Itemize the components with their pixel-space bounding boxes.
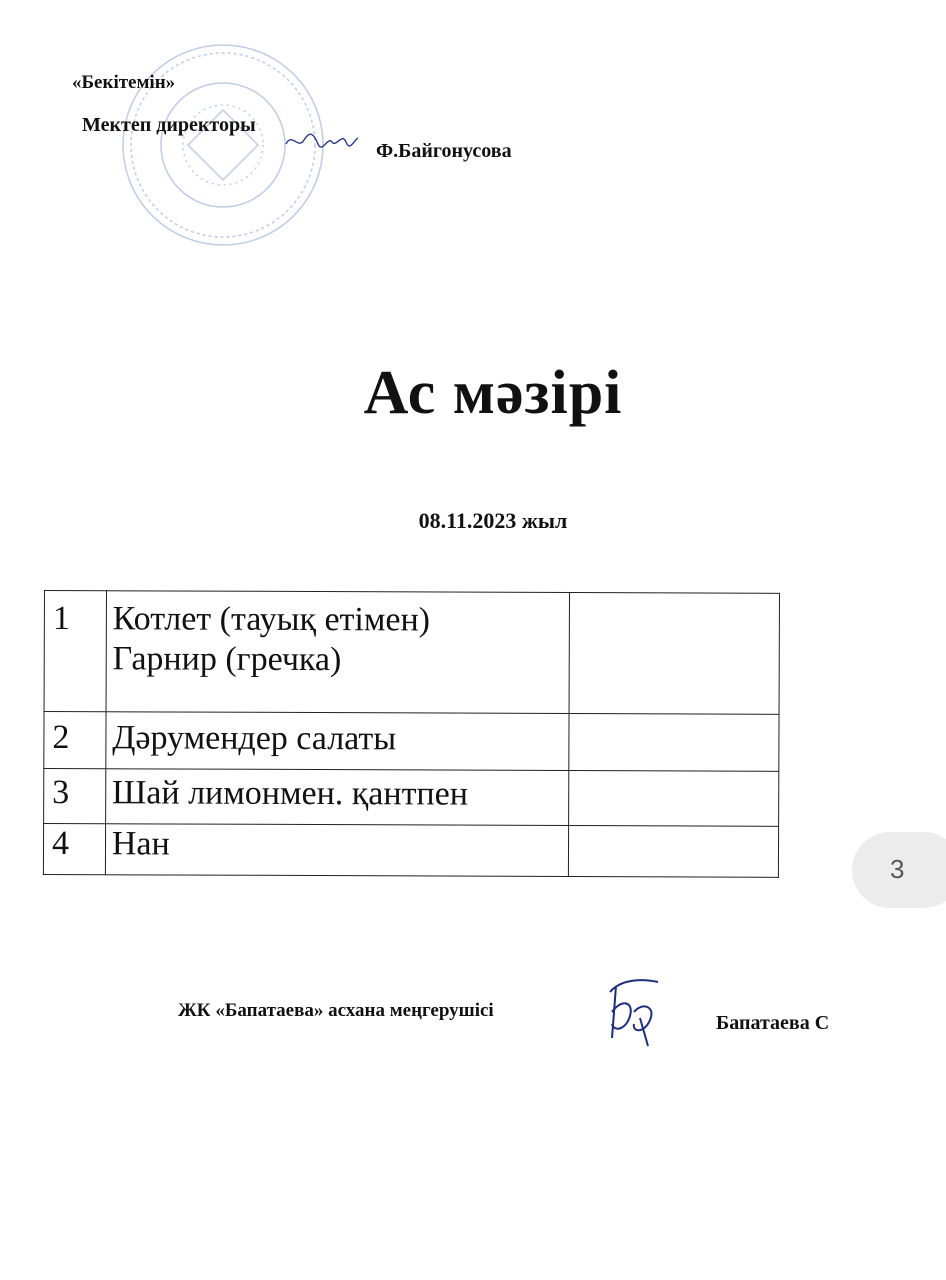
table-row	[44, 712, 779, 772]
director-label: Мектеп директоры	[82, 114, 256, 136]
dish-name: Котлет (тауық етімен)	[112, 600, 431, 639]
dish-name: Нан	[111, 825, 170, 863]
dish-name: Гарнир (гречка)	[112, 640, 342, 679]
director-name: Ф.Байгонусова	[376, 140, 512, 162]
row-number: 2	[44, 712, 106, 769]
menu-table	[43, 590, 780, 878]
menu-date: 08.11.2023 жыл	[418, 508, 568, 533]
table-row	[44, 769, 779, 827]
page-title: Ас мәзірі	[363, 359, 623, 427]
table-row	[44, 591, 779, 715]
dish-cell	[105, 824, 568, 877]
row-number: 4	[43, 824, 105, 875]
page-counter[interactable]	[852, 832, 946, 908]
manager-name: Бапатаева С	[716, 1012, 830, 1034]
row-number: 3	[44, 769, 106, 824]
dish-name: Дәрумендер салаты	[112, 719, 397, 758]
manager-signature	[600, 972, 672, 1052]
dish-name: Шай лимонмен. қантпен	[111, 774, 469, 813]
director-signature	[284, 126, 360, 156]
empty-cell	[569, 714, 779, 772]
dish-cell	[106, 591, 570, 714]
dish-cell	[106, 712, 570, 771]
manager-label: ЖК «Бапатаева» асхана меңгерушісі	[178, 1000, 494, 1021]
empty-cell	[569, 771, 779, 827]
empty-cell	[569, 593, 779, 715]
approval-title: «Бекітемін»	[72, 72, 176, 93]
page-counter-label: 3	[890, 854, 905, 884]
dish-cell	[105, 769, 569, 826]
row-number: 1	[44, 591, 106, 712]
table-row	[43, 824, 778, 878]
empty-cell	[569, 826, 779, 878]
